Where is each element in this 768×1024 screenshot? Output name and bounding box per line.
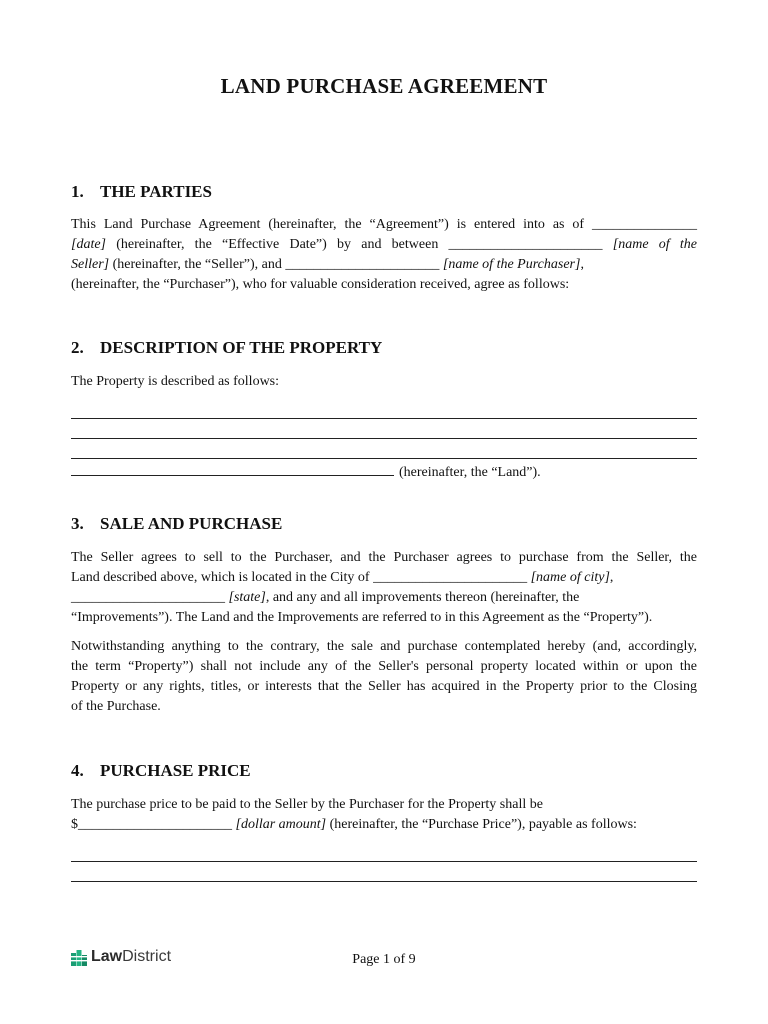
section-heading-sale [71, 514, 282, 534]
paragraph-line: This Land Purchase Agreement (hereinafter, the “Agreement”) is entered into as of _______________ [71, 217, 697, 232]
page-number: Page 1 of 9 [352, 952, 416, 967]
logo-text: LawDistrict [91, 948, 172, 965]
section-heading-description [71, 338, 382, 358]
paragraph-line: of the Purchase. [71, 699, 161, 714]
paragraph-line: the term “Property”) shall not include any of the Seller's personal property located within or upon the [71, 659, 697, 674]
price-paragraph [71, 795, 697, 835]
section-number: 2. [71, 338, 84, 357]
paragraph-line: The Seller agrees to sell to the Purchaser, and the Purchaser agrees to purchase from the Seller, the [71, 550, 697, 565]
paragraph-line: [date] (hereinafter, the “Effective Date”) by and between ______________________ [name of the [71, 237, 697, 252]
land-blank-line: (hereinafter, the “Land”). [71, 463, 541, 483]
blank-line [71, 458, 697, 459]
section-heading-price [71, 761, 251, 781]
blank-line [71, 861, 697, 862]
paragraph-line: The purchase price to be paid to the Seller by the Purchaser for the Property shall be [71, 797, 543, 812]
paragraph-line: $______________________ [dollar amount] (hereinafter, the “Purchase Price”), payable as follows: [71, 817, 637, 832]
section-title: THE PARTIES [100, 182, 212, 201]
section-number: 1. [71, 182, 84, 201]
document-title: LAND PURCHASE AGREEMENT [220, 74, 548, 98]
parties-paragraph [71, 215, 697, 295]
section-number: 3. [71, 514, 84, 533]
paragraph-line: Seller] (hereinafter, the “Seller”), and ______________________ [name of the Purchaser], [71, 257, 584, 272]
paragraph-line: ______________________ [state], and any and all improvements thereon (hereinafter, the [71, 590, 580, 605]
section-heading-parties [71, 182, 212, 202]
blank-line [71, 464, 394, 476]
paragraph-line: (hereinafter, the “Purchaser”), who for valuable consideration received, agree as follows: [71, 277, 570, 292]
sale-paragraph-2 [71, 637, 697, 717]
description-intro: The Property is described as follows: [71, 374, 280, 389]
paragraph-line: Property or any rights, titles, or interests that the Seller has acquired in the Property prior to the Closing [71, 679, 697, 694]
section-title: DESCRIPTION OF THE PROPERTY [100, 338, 383, 357]
section-number: 4. [71, 761, 84, 780]
paragraph-line: Land described above, which is located in the City of ______________________ [name of city], [71, 570, 614, 585]
paragraph-line: “Improvements”). The Land and the Improvements are referred to in this Agreement as the “Property”). [71, 610, 653, 625]
blank-line [71, 438, 697, 439]
section-title: PURCHASE PRICE [100, 761, 251, 780]
paragraph-line: Notwithstanding anything to the contrary, the sale and purchase contemplated hereby (and, accordingly, [71, 639, 697, 654]
blank-line [71, 881, 697, 882]
sale-paragraph-1 [71, 548, 697, 628]
blank-line [71, 418, 697, 419]
section-title: SALE AND PURCHASE [100, 514, 283, 533]
